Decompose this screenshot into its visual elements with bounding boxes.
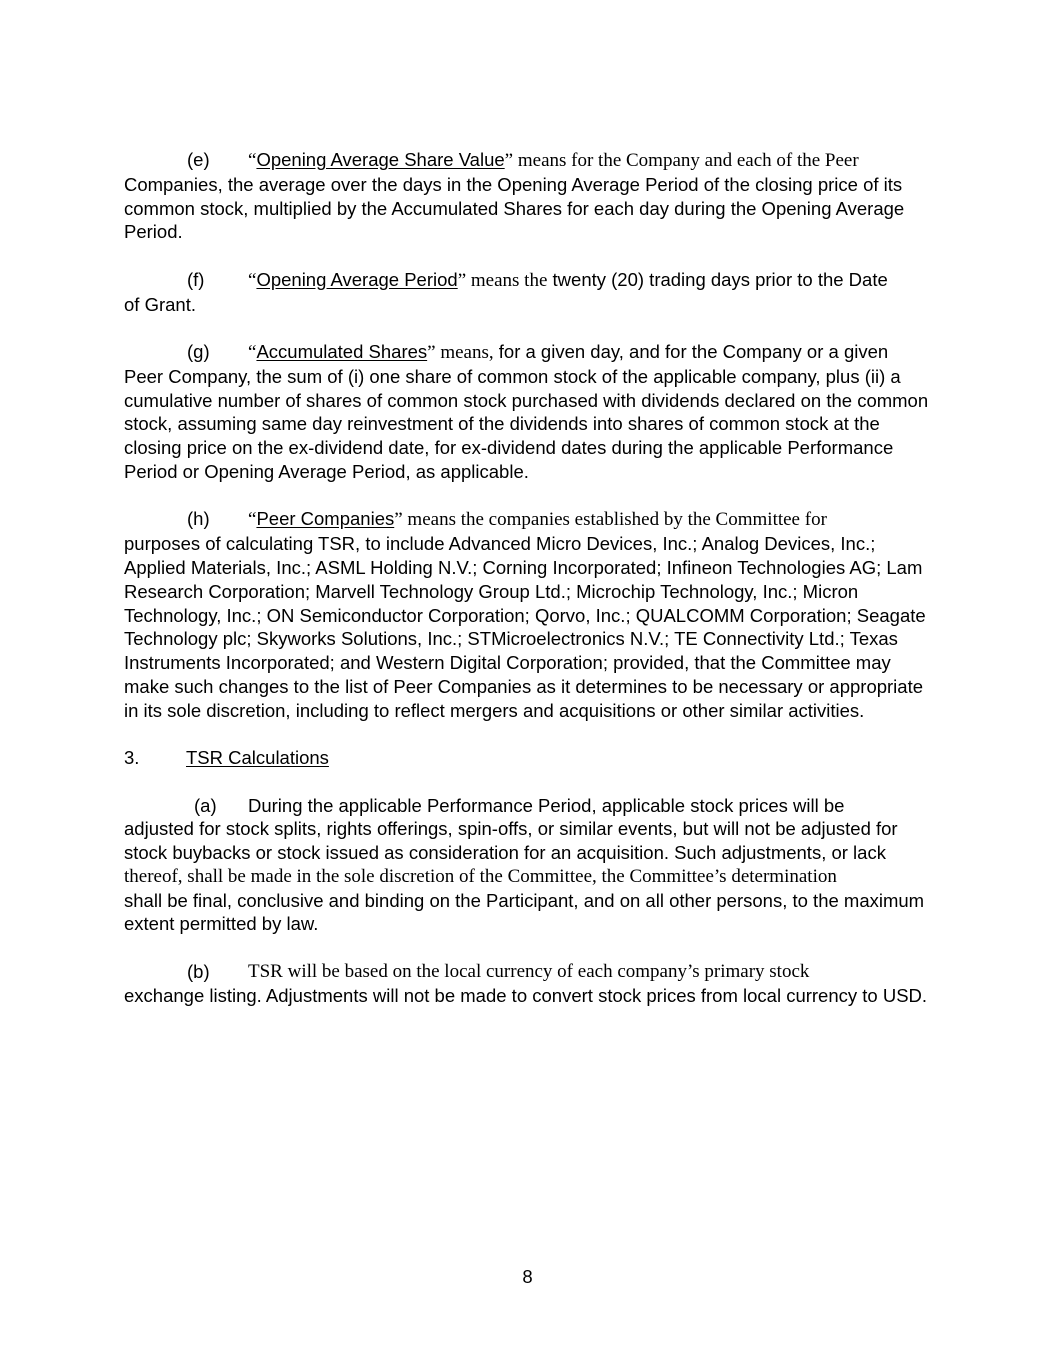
definition-body: Peer Company, the sum of (i) one share of common stock of the applicable company, plus (ii) a cumulative number of shares of common stock purchased with dividends declared on the common stock, assuming same day reinvestment of the dividends into shares of common stock at the closing price on the ex-dividend date, for ex-dividend dates during the applicable Performance Period or Opening Average Period, as applicable.	[124, 365, 929, 482]
definition-body: Companies, the average over the days in the Opening Average Period of the closing price of its common stock, multiplied by the Accumulated Shares for each day during the Opening Average Period.	[124, 173, 905, 243]
section-heading	[124, 746, 934, 770]
paragraph-first-line: During the applicable Performance Period, applicable stock prices will be	[248, 794, 845, 816]
paragraph-marker: (e)	[187, 149, 210, 170]
definition-lead-rest: twenty (20) trading days prior to the Date	[547, 268, 888, 290]
paragraph-line: shall be final, conclusive and binding on the Participant, and on all other persons, to the maximum extent permitted by law.	[124, 889, 925, 935]
open-quote: “	[248, 509, 257, 531]
definition-body: of Grant.	[124, 293, 196, 315]
paragraph-first-line: TSR will be based on the local currency of each company’s primary stock	[248, 960, 810, 982]
definition-h	[124, 507, 934, 722]
paragraph-body: exchange listing. Adjustments will not be made to convert stock prices from local currency to USD.	[124, 984, 928, 1006]
section-paragraph-b	[124, 960, 934, 1008]
definition-lead: ” means the companies established by the Committee for	[394, 509, 827, 531]
document-page	[124, 148, 934, 1031]
section-title: TSR Calculations	[186, 747, 329, 769]
defined-term: Peer Companies	[256, 508, 395, 530]
paragraph-marker: (f)	[187, 268, 205, 290]
paragraph-marker: (b)	[187, 960, 210, 982]
open-quote: “	[248, 341, 257, 363]
paragraph-line-serif: thereof, shall be made in the sole discretion of the Committee, the Committee’s determination	[124, 865, 837, 887]
defined-term: Opening Average Period	[256, 268, 458, 290]
definition-f	[124, 268, 934, 317]
definition-e	[124, 148, 934, 244]
section-paragraph-a	[124, 794, 934, 937]
defined-term: Accumulated Shares	[256, 340, 428, 362]
paragraph-marker: (h)	[187, 508, 210, 530]
paragraph-line: stock buybacks or stock issued as consideration for an acquisition. Such adjustments, or lack	[124, 842, 886, 864]
paragraph-line: adjusted for stock splits, rights offerings, spin-offs, or similar events, but will not be adjusted for	[124, 818, 898, 840]
definition-lead: ” means,	[427, 341, 494, 363]
defined-term: Opening Average Share Value	[256, 149, 505, 170]
page-number: 8	[522, 1266, 533, 1287]
definition-g	[124, 340, 934, 484]
open-quote: “	[248, 150, 257, 171]
definition-lead: ” means the	[457, 269, 548, 291]
definition-body: purposes of calculating TSR, to include Advanced Micro Devices, Inc.; Analog Devices, Inc.; Applied Materials, Inc.; ASML Holding N.V.; Corning Incorporated; Infineon Technologies AG; Lam Research Corporation; Marvell Technology Group Ltd.; Microchip Technology, Inc.; Micron Technology, Inc.; ON Semiconductor Corporation; Qorvo, Inc.; QUALCOMM Corporation; Seagate Technology plc; Skyworks Solutions, Inc.; STMicroelectronics N.V.; TE Connectivity Ltd.; Texas Instruments Incorporated; and Western Digital Corporation; provided, that the Committee may make such changes to the list of Peer Companies as it determines to be necessary or appropriate in its sole discretion, including to reflect mergers and acquisitions or other similar activities.	[124, 533, 926, 721]
section-number: 3.	[124, 747, 140, 769]
open-quote: “	[248, 269, 257, 291]
definition-lead-rest: for a given day, and for the Company or a given	[493, 340, 889, 362]
paragraph-marker: (a)	[194, 794, 217, 816]
paragraph-marker: (g)	[187, 340, 210, 362]
definition-lead: ” means for the Company and each of the Peer	[504, 150, 859, 171]
